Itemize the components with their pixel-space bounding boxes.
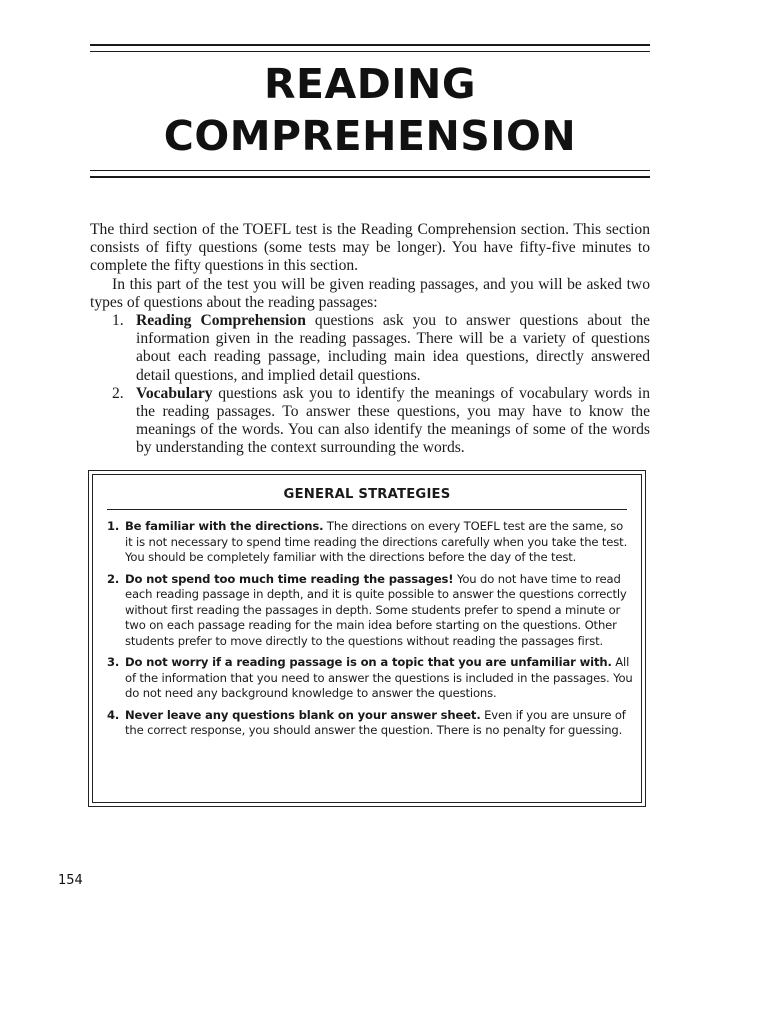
question-types-list (90, 312, 650, 458)
strategy-lead: Do not spend too much time reading the passages! (125, 571, 454, 586)
question-type-item (90, 385, 650, 458)
question-type-item (90, 312, 650, 385)
intro-paragraph-2: In this part of the test you will be given reading passages, and you will be asked two types of questions about the reading passages: (90, 275, 650, 311)
strategy-item (107, 519, 633, 566)
title-top-rule (90, 44, 650, 52)
question-type-number: 2. (112, 384, 124, 402)
page-title (90, 58, 650, 162)
title-bottom-rule (90, 170, 650, 178)
strategy-item (107, 655, 633, 702)
strategy-number: 1. (107, 519, 120, 533)
page-title-line-2: COMPREHENSION (163, 112, 577, 160)
strategy-text: You do not have time to read each reading passage in depth, and it is quite possible to answer the questions correctly without first reading the passages in depth. Some students prefer to spend a minute or two on each passage reading for the main idea before starting on the questions. Other students prefer to move directly to the questions without reading the passages first. (125, 571, 627, 648)
strategy-text: The directions on every TOEFL test are the same, so it is not necessary to spend time reading the directions carefully when you take the test. You should be completely familiar with the directions before the day of the test. (125, 519, 628, 564)
strategies-heading: GENERAL STRATEGIES (107, 485, 627, 510)
strategy-item (107, 708, 633, 739)
page-title-line-1: READING (263, 60, 477, 108)
strategy-number: 4. (107, 707, 120, 722)
strategy-text: Even if you are unsure of the correct response, you should answer the question. There is no penalty for guessing. (125, 707, 626, 737)
page-number: 154 (58, 873, 83, 888)
strategy-text: All of the information that you need to answer the questions is included in the passages. You do not need any background knowledge to answer the questions. (125, 655, 633, 700)
strategy-lead: Never leave any questions blank on your answer sheet. (125, 707, 481, 722)
strategy-number: 3. (107, 655, 120, 669)
question-type-text: questions ask you to identify the meanings of vocabulary words in the reading passages. To answer these questions, you may have to know the meanings of the words. You can also identify the meanings of some of the words by understanding the context surrounding the words. (136, 384, 650, 457)
strategy-item (107, 572, 633, 650)
strategy-lead: Do not worry if a reading passage is on a topic that you are unfamiliar with. (125, 655, 612, 669)
strategies-box (88, 470, 646, 807)
intro-paragraph-1: The third section of the TOEFL test is the Reading Comprehension section. This section consists of fifty questions (some tests may be longer). You have fifty-five minutes to complete the fifty questions in this section. (90, 221, 650, 275)
strategies-list (107, 519, 633, 745)
question-type-number: 1. (112, 312, 124, 330)
intro-section (90, 221, 650, 458)
question-type-term: Vocabulary (136, 384, 213, 402)
strategies-box-inner (92, 474, 642, 803)
question-type-text: questions ask you to answer questions about the information given in the reading passages. There will be a variety of questions about each reading passage, including main idea questions, directly answered detail questions, and implied detail questions. (136, 312, 650, 384)
question-type-term: Reading Comprehension (136, 312, 306, 330)
strategy-number: 2. (107, 571, 120, 586)
strategy-lead: Be familiar with the directions. (125, 519, 324, 533)
